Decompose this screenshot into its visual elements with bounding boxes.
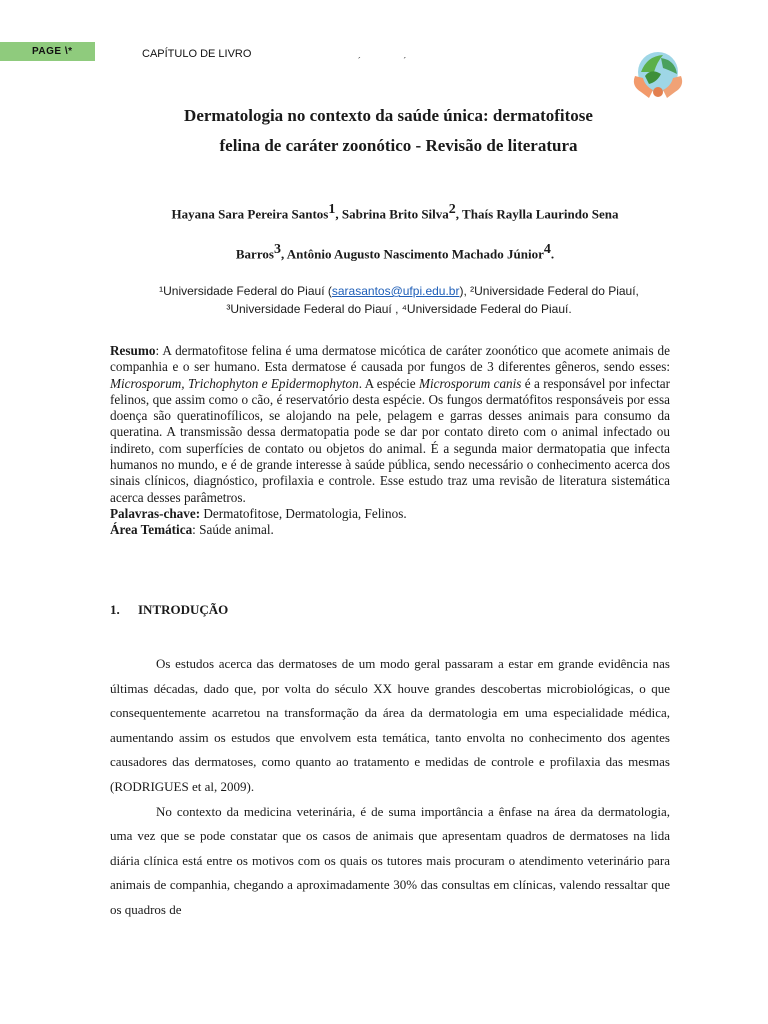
keywords: [110, 506, 670, 522]
page-field-tag: PAGE \*: [0, 42, 95, 61]
author-4-name: , Antônio Augusto Nascimento Machado Júnior: [280, 246, 544, 262]
author-1-name: Hayana Sara Pereira Santos: [171, 206, 329, 222]
author-3-name-part2: Barros: [235, 246, 274, 262]
stray-accent-marks: ´ ´: [358, 56, 427, 66]
section-number: 1.: [110, 602, 120, 617]
title-line-1: Dermatologia no contexto da saúde única: dermatofitose: [184, 106, 593, 125]
affiliation-suffix: ), ²Universidade Federal do Piauí,: [459, 284, 639, 298]
author-3-affil-marker: 3: [273, 242, 281, 257]
one-health-logo-icon: [627, 46, 689, 102]
email-link[interactable]: sarasantos@ufpi.edu.br: [331, 284, 460, 298]
title-line-2: felina de caráter zoonótico - Revisão de literatura: [219, 136, 578, 155]
abstract-text-3: é a responsável por infectar felinos, que assim como o cão, é reservatório desta espécie. Os fungos dermatófitos responsáveis por essa doença são queratinofílicos, se alojando na pele, pelagem e garras desses animais para consumo da queratina. A transmissão dessa dermatopatia pode se dar por contato direto com o animal infectado ou indireto, com superfícies de contato ou objetos do animal. É a segunda maior dermatopatia que infecta humanos no mundo, e é de grande interesse à saúde pública, sendo necessário o conhecimento acerca dos sinais clínicos, diagnóstico, profilaxia e controle. Esse estudo traz uma revisão de literatura sistemática acerca desses parâmetros.: [110, 375, 670, 505]
abstract-text-2: . A espécie: [358, 375, 419, 391]
author-3-name-part1: , Thaís Raylla Laurindo Sena: [455, 206, 619, 222]
abstract-species: Microsporum canis: [418, 375, 522, 391]
affiliation-line-2: ³Universidade Federal do Piauí , ⁴Universidade Federal do Piauí.: [226, 302, 572, 316]
body-paragraph-1: Os estudos acerca das dermatoses de um modo geral passaram a estar em grande evidência nas últimas décadas, dado que, por volta do século XX houve grandes descobertas microbiológicas, o que consequentemente acarretou na transformação da área da dermatologia em uma especialidade médica, aumentando assim os estudos que envolvem esta temática, tanto envolta no conhecimento dos agentes causadores das dermatoses, como quanto ao tratamento e medidas de controle e profilaxia das mesmas (RODRIGUES et al, 2009).: [110, 656, 670, 794]
body-paragraph-2: No contexto da medicina veterinária, é de suma importância a ênfase na área da dermatologia, uma vez que se pode constatar que os casos de animais que apresentam quadros de dermatoses na lida diária clínica está entre os motivos com os quais os tutores mais procuram o atendimento veterinário para animais de companhia, chegando a aproximadamente 30% das consultas em clínicas, valendo ressaltar que os quadros de: [110, 803, 670, 917]
abstract: [110, 343, 670, 539]
keywords-text: Dermatofitose, Dermatologia, Felinos.: [200, 505, 407, 521]
authors-line-1: [110, 202, 680, 222]
abstract-label: Resumo: [110, 343, 156, 358]
author-4-affil-marker: 4: [543, 242, 551, 257]
authors-line-2: [110, 242, 680, 262]
author-2-name: , Sabrina Brito Silva: [335, 206, 449, 222]
section-title: INTRODUÇÃO: [138, 602, 229, 617]
abstract-text-1: : A dermatofitose felina é uma dermatose micótica de caráter zoonótico que acomete animais de companhia e o ser humano. Esta dermatose é causada por fungos de 3 diferentes gêneros, sendo esses:: [110, 343, 670, 375]
affiliations: [100, 282, 698, 318]
thematic-area-label: Área Temática: [110, 522, 193, 538]
section-heading-introduction: [110, 602, 228, 618]
author-2-affil-marker: 2: [448, 202, 456, 217]
abstract-genera: Microsporum, Trichophyton e Epidermophyton: [110, 375, 359, 391]
affiliation-line-1: [100, 282, 698, 300]
chapter-label: CAPÍTULO DE LIVRO: [142, 48, 252, 60]
thematic-area-text: : Saúde animal.: [192, 522, 274, 538]
author-1-affil-marker: 1: [328, 202, 336, 217]
authors-end: .: [550, 246, 555, 262]
body-text: [110, 652, 670, 923]
thematic-area: [110, 522, 670, 538]
keywords-label: Palavras-chave:: [110, 505, 201, 521]
abstract-paragraph: [110, 343, 670, 506]
affiliation-prefix: ¹Universidade Federal do Piauí (: [159, 284, 332, 298]
